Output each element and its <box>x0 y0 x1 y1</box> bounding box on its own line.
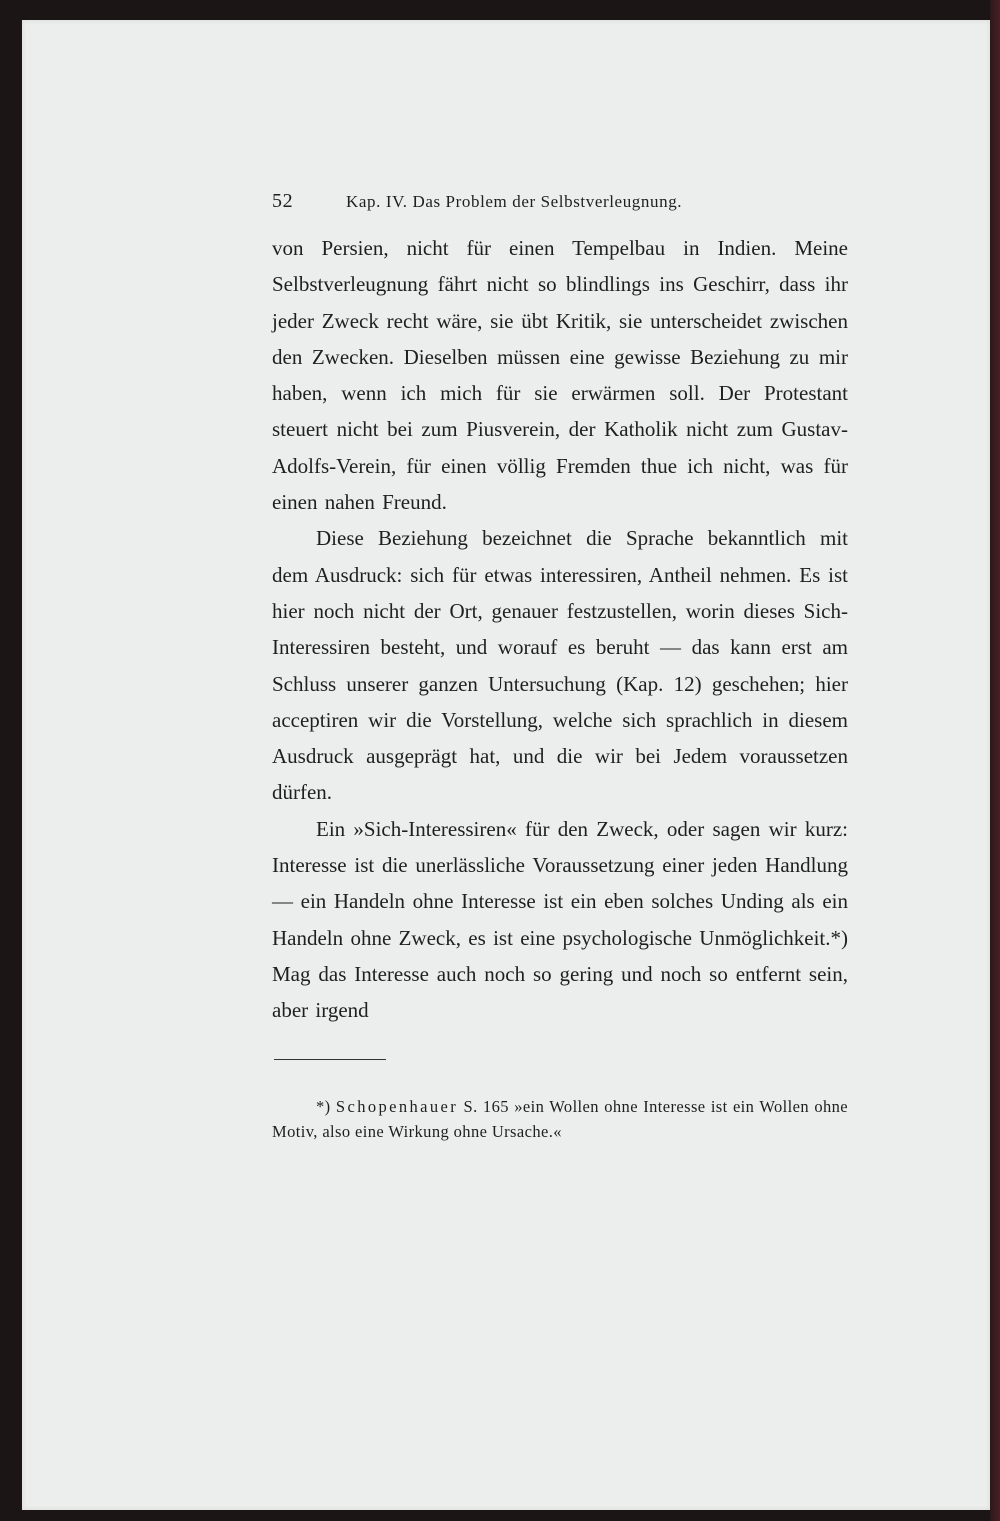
footnote <box>272 1094 848 1144</box>
paragraph-1: von Persien, nicht für einen Tempelbau in Indien. Meine Selbstverleugnung fährt nicht so blindlings ins Geschirr, dass ihr jeder Zweck recht wäre, sie übt Kritik, sie unterscheidet zwischen den Zwecken. Dieselben müssen eine gewisse Beziehung zu mir haben, wenn ich mich für sie erwärmen soll. Der Protestant steuert nicht bei zum Piusverein, der Katholik nicht zum Gustav-Adolfs-Verein, für einen völlig Fremden thue ich nicht, was für einen nahen Freund. <box>272 236 848 515</box>
text-block <box>272 190 848 1144</box>
page-number: 52 <box>272 190 294 212</box>
footnote-author: Schopenhauer <box>335 1096 459 1116</box>
footnote-text: S. 165 »ein Wollen ohne Interesse ist ein Wollen ohne Motiv, also eine Wirkung ohne Ursache.« <box>272 1096 848 1141</box>
paragraph-2: Diese Beziehung bezeichnet die Sprache bekanntlich mit dem Ausdruck: sich für etwas interessiren, Antheil nehmen. Es ist hier noch nicht der Ort, genauer festzustellen, worin dieses Sich-Interessiren besteht, und worauf es beruht — das kann erst am Schluss unserer ganzen Untersuchung (Kap. 12) geschehen; hier acceptiren wir die Vorstellung, welche sich sprachlich in diesem Ausdruck ausgeprägt hat, und die wir bei Jedem voraussetzen dürfen. <box>272 526 848 805</box>
running-head <box>272 190 848 230</box>
footnote-divider <box>274 1059 386 1060</box>
running-title: Kap. IV. Das Problem der Selbstverleugnung. <box>346 192 683 211</box>
footnote-marker: *) <box>316 1096 331 1116</box>
book-edge <box>990 0 1000 1521</box>
paragraph-3: Ein »Sich-Interessiren« für den Zweck, oder sagen wir kurz: Interesse ist die unerlässliche Voraussetzung einer jeden Handlung — ein Handeln ohne Interesse ist ein eben solches Unding als ein Handeln ohne Zweck, es ist eine psychologische Unmöglichkeit.*) Mag das Interesse auch noch so gering und noch so entfernt sein, aber irgend <box>272 816 848 1023</box>
